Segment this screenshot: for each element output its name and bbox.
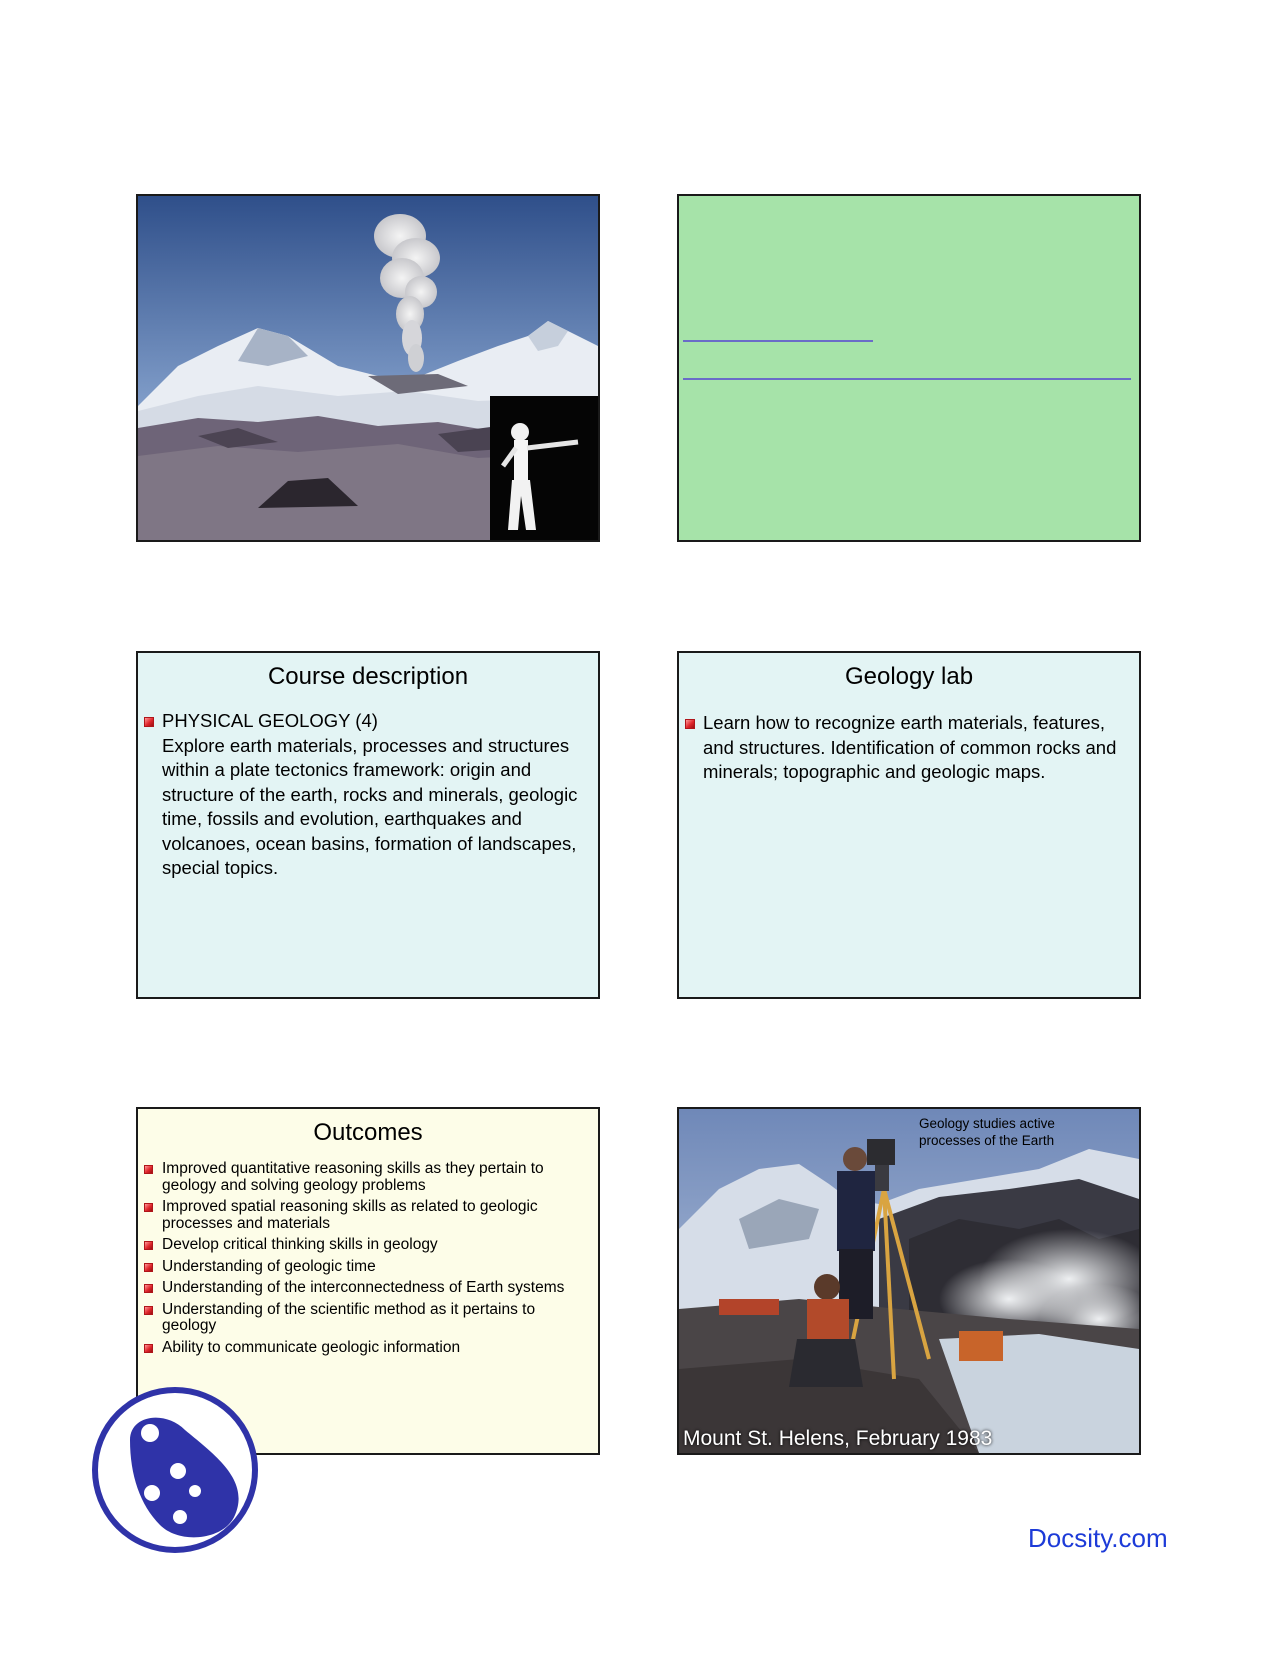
docsity-brand-link[interactable]: Docsity.com: [1028, 1523, 1168, 1553]
item-text: Improved quantitative reasoning skills as they pertain to geology and solving geology problems: [162, 1160, 544, 1194]
long-divider-line: [683, 378, 1131, 380]
bullet-icon: [685, 719, 695, 729]
bullet-icon: [144, 1241, 153, 1250]
slide-green-title: [677, 194, 1141, 542]
list-item: [138, 709, 598, 881]
slide-course-description: [136, 651, 600, 999]
list-item: [138, 1237, 590, 1254]
docsity-logo-icon: [90, 1385, 260, 1555]
slide-field-photo: [677, 1107, 1141, 1455]
item-text: Understanding of geologic time: [162, 1257, 376, 1275]
bullet-icon: [144, 1263, 153, 1272]
slide-volcano-photo: [136, 194, 600, 542]
item-text: Understanding of the scientific method as it pertains to geology: [162, 1300, 536, 1334]
volcano-photo: [138, 196, 598, 540]
bullet-icon: [144, 1284, 153, 1293]
item-text: Understanding of the interconnectedness of Earth systems: [162, 1279, 565, 1296]
list-item: [138, 1302, 590, 1335]
bullet-list: [679, 711, 1139, 785]
item-heading: PHYSICAL GEOLOGY (4): [162, 710, 378, 731]
bullet-icon: [144, 1344, 153, 1353]
list-item: [679, 711, 1139, 785]
slide-title: Course description: [267, 663, 469, 690]
item-text: Develop critical thinking skills in geology: [162, 1236, 438, 1253]
bullet-list: [138, 709, 598, 881]
list-item: [138, 1259, 590, 1276]
performer-inset-photo: [490, 396, 598, 540]
slide-title: Geology lab: [844, 663, 974, 690]
short-divider-line: [683, 340, 873, 342]
item-body: Explore earth materials, processes and structures within a plate tectonics framework: origin and structure of the earth, rocks and minerals, geologic time, fossils and evolution, earthquakes and volcanoes, ocean basins, formation of landscapes, special topics.: [162, 734, 578, 878]
list-item: [138, 1161, 590, 1194]
photo-caption: Mount St. Helens, February 1983: [683, 1427, 993, 1450]
bullet-icon: [144, 1203, 153, 1212]
bullet-icon: [144, 1306, 153, 1315]
slide-title: Outcomes: [313, 1119, 423, 1146]
item-text: Improved spatial reasoning skills as related to geologic processes and materials: [162, 1198, 538, 1232]
bullet-icon: [144, 717, 154, 727]
list-item: [138, 1340, 590, 1357]
list-item: [138, 1280, 590, 1297]
field-survey-photo: [679, 1109, 1139, 1453]
slide-geology-lab: [677, 651, 1141, 999]
list-item: [138, 1199, 590, 1232]
item-text: Learn how to recognize earth materials, features, and structures. Identification of common rocks and minerals; topographic and geologic maps.: [703, 712, 1117, 782]
bullet-list: [138, 1161, 598, 1356]
item-text: Ability to communicate geologic information: [162, 1338, 461, 1356]
bullet-icon: [144, 1165, 153, 1174]
photo-note: Geology studies active processes of the Earth: [919, 1116, 1055, 1148]
